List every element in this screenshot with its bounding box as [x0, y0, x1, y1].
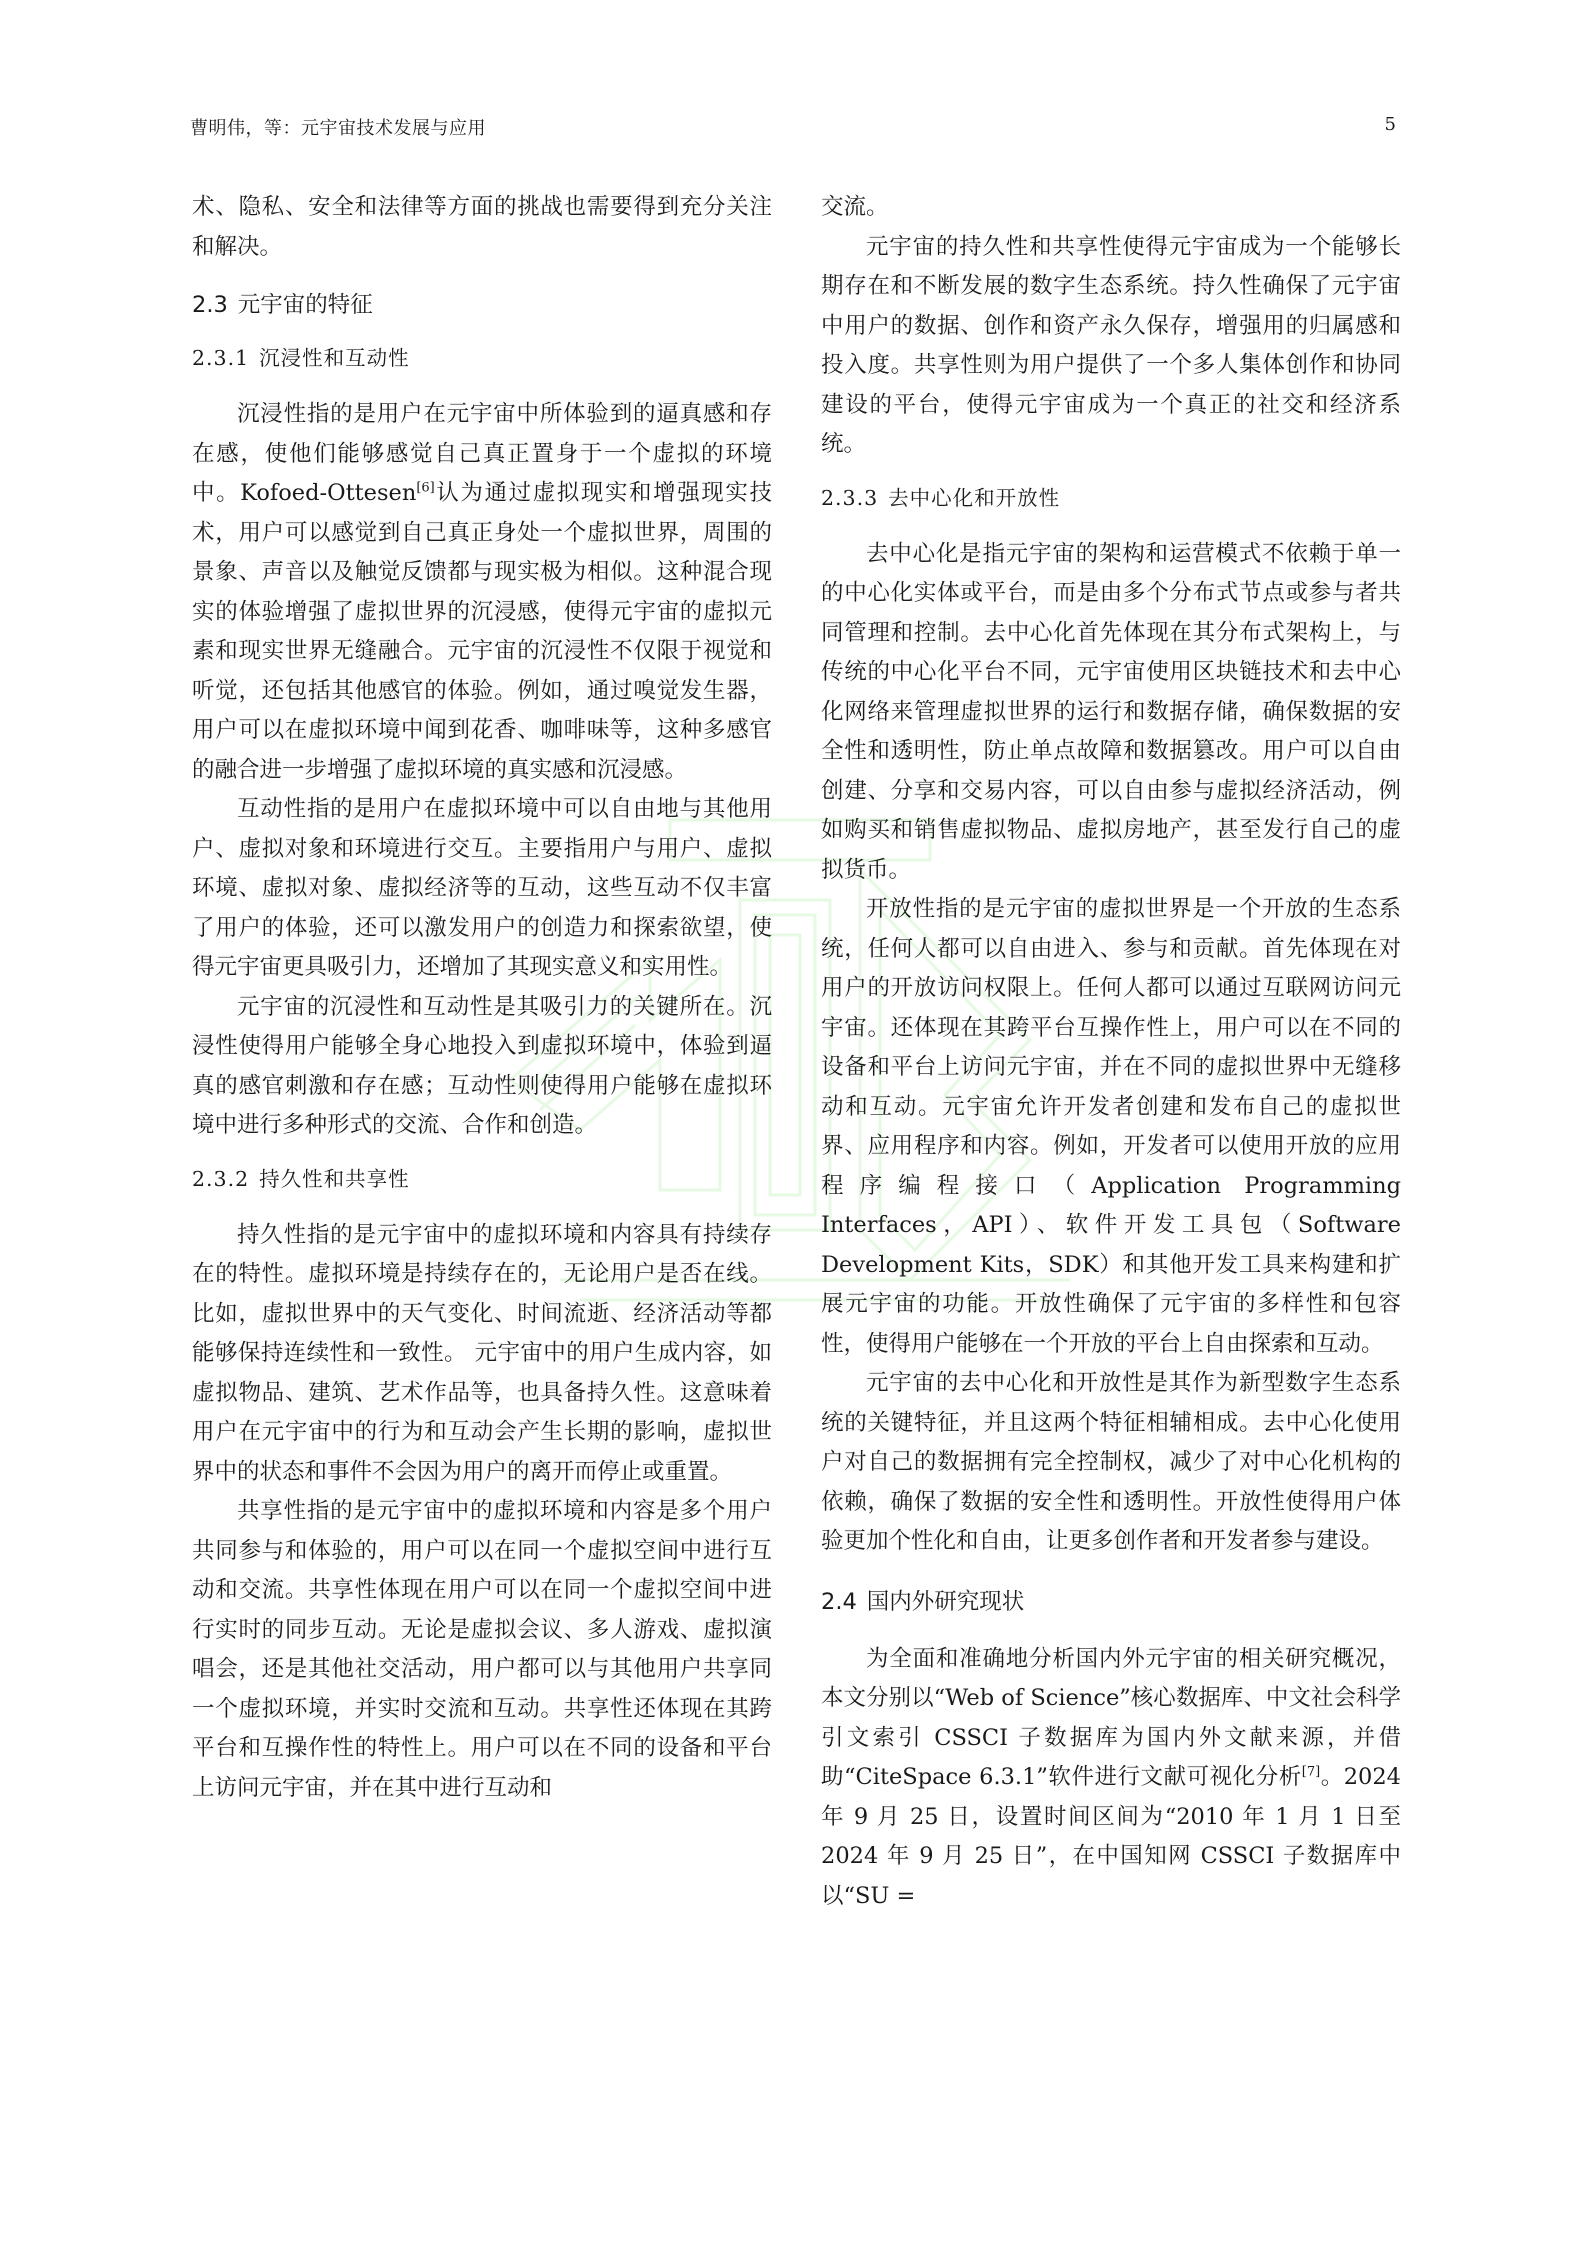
- paragraph: 持久性指的是元宇宙中的虚拟环境和内容具有持续存在的特性。虚拟环境是持续存在的，无论用户是否在线。比如，虚拟世界中的天气变化、时间流逝、经济活动等都能够保持连续性和一致性。 元宇宙中的用户生成内容，如虚拟物品、建筑、艺术作品等，也具备持久性。这意味着用户在元宇宙中的行为和互动会产生长期的影响，虚拟世界中的状态和事件不会因为用户的离开而停止或重置。: [192, 1221, 772, 1485]
- paragraph-text: 为全面和准确地分析国内外元宇宙的相关研究概况，本文分别以“Web of Science”核心数据库、中文社会科学引文索引 CSSCI 子数据库为国内外文献来源，并借助“CiteSpace 6.3.1”软件进行文献可视化分析: [821, 1645, 1401, 1790]
- paragraph: 去中心化是指元宇宙的架构和运营模式不依赖于单一的中心化实体或平台，而是由多个分布式节点或参与者共同管理和控制。去中心化首先体现在其分布式架构上，与传统的中心化平台不同，元宇宙使用区块链技术和去中心化网络来管理虚拟世界的运行和数据存储，确保数据的安全性和透明性，防止单点故障和数据篡改。用户可以自由创建、分享和交易内容，可以自由参与虚拟经济活动，例如购买和销售虚拟物品、虚拟房地产，甚至发行自己的虚拟货币。: [821, 540, 1401, 883]
- subsection-number: 2.3.1: [192, 346, 250, 370]
- section-number: 2.4: [821, 1588, 857, 1615]
- citation: [6]: [416, 480, 435, 496]
- subsection-heading: [192, 343, 772, 373]
- section-heading: [821, 1586, 1401, 1618]
- citation: [7]: [1301, 1764, 1321, 1780]
- paragraph: 元宇宙的沉浸性和互动性是其吸引力的关键所在。沉浸性使得用户能够全身心地投入到虚拟环境中，体验到逼真的感官刺激和存在感；互动性则使得用户能够在虚拟环境中进行多种形式的交流、合作和创造。: [192, 993, 772, 1138]
- paragraph: [192, 395, 772, 790]
- subsection-heading: [821, 483, 1401, 513]
- paragraph: 元宇宙的去中心化和开放性是其作为新型数字生态系统的关键特征，并且这两个特征相辅相成。去中心化使用户对自己的数据拥有完全控制权，减少了对中心化机构的依赖，确保了数据的安全性和透明性。开放性使得用户体验更加个性化和自由，让更多创作者和开发者参与建设。: [821, 1370, 1401, 1554]
- paragraph: 交流。: [821, 194, 889, 220]
- subsection-title: 持久性和共享性: [259, 1166, 410, 1191]
- left-column: [192, 188, 772, 1808]
- paragraph: 术、隐私、安全和法律等方面的挑战也需要得到充分关注和解决。: [192, 194, 772, 260]
- running-title: 曹明伟，等：元宇宙技术发展与应用: [190, 118, 486, 139]
- paragraph: 元宇宙的持久性和共享性使得元宇宙成为一个能够长期存在和不断发展的数字生态系统。持久性确保了元宇宙中用户的数据、创作和资产永久保存，增强用的归属感和投入度。共享性则为用户提供了一个多人集体创作和协同建设的平台，使得元宇宙成为一个真正的社交和经济系统。: [821, 233, 1401, 457]
- right-column: [821, 188, 1401, 1916]
- page-number: 5: [1384, 114, 1396, 135]
- section-number: 2.3: [192, 292, 228, 318]
- paragraph: [821, 1640, 1401, 1917]
- subsection-title: 沉浸性和互动性: [259, 346, 410, 370]
- section-title: 国内外研究现状: [866, 1588, 1025, 1615]
- paragraph: 共享性指的是元宇宙中的虚拟环境和内容是多个用户共同参与和体验的，用户可以在同一个虚拟空间中进行互动和交流。共享性体现在用户可以在同一个虚拟空间中进行实时的同步互动。无论是虚拟会议、多人游戏、虚拟演唱会，还是其他社交活动，用户都可以与其他用户共享同一个虚拟环境，并实时交流和互动。共享性还体现在其跨平台和互操作性的特性上。用户可以在不同的设备和平台上访问元宇宙，并在其中进行互动和: [192, 1498, 772, 1801]
- paragraph: 开放性指的是元宇宙的虚拟世界是一个开放的生态系统，任何人都可以自由进入、参与和贡献。首先体现在对用户的开放访问权限上。任何人都可以通过互联网访问元宇宙。还体现在其跨平台互操作性上，用户可以在不同的设备和平台上访问元宇宙，并在不同的虚拟世界中无缝移动和互动。元宇宙允许开发者创建和发布自己的虚拟世界、应用程序和内容。例如，开发者可以使用开放的应用程序编程接口（Application Programming Interfaces，API）、软件开发工具包（Software Development Kits，SDK）和其他开发工具来构建和扩展元宇宙的功能。开放性确保了元宇宙的多样性和包容性，使得用户能够在一个开放的平台上自由探索和互动。: [821, 896, 1401, 1357]
- section-heading: [192, 289, 772, 321]
- paragraph-text: 认为通过虚拟现实和增强现实技术，用户可以感觉到自己真正身处一个虚拟世界，周围的景象、声音以及触觉反馈都与现实极为相似。这种混合现实的体验增强了虚拟世界的沉浸感，使得元宇宙的虚拟元素和现实世界无缝融合。元宇宙的沉浸性不仅限于视觉和听觉，还包括其他感官的体验。例如，通过嗅觉发生器，用户可以在虚拟环境中闻到花香、咖啡味等，这种多感官的融合进一步增强了虚拟环境的真实感和沉浸感。: [192, 480, 772, 783]
- paragraph-text: 。2024 年 9 月 25 日，设置时间区间为“2010 年 1 月 1 日至 2024 年 9 月 25 日”，在中国知网 CSSCI 子数据库中以“SU =: [821, 1764, 1401, 1909]
- subsection-number: 2.3.2: [192, 1166, 250, 1191]
- paragraph: 互动性指的是用户在虚拟环境中可以自由地与其他用户、虚拟对象和环境进行交互。主要指用户与用户、虚拟环境、虚拟对象、虚拟经济等的互动，这些互动不仅丰富了用户的体验，还可以激发用户的创造力和探索欲望，使得元宇宙更具吸引力，还增加了其现实意义和实用性。: [192, 796, 772, 980]
- subsection-number: 2.3.3: [821, 485, 879, 510]
- subsection-title: 去中心化和开放性: [888, 485, 1061, 510]
- section-title: 元宇宙的特征: [237, 292, 373, 318]
- subsection-heading: [192, 1164, 772, 1194]
- paragraph-text: 沉浸性指的是用户在元宇宙中所体验到的逼真感和存在感，使他们能够感觉自己真正置身于一个虚拟的环境中。Kofoed-Ottesen: [192, 401, 772, 506]
